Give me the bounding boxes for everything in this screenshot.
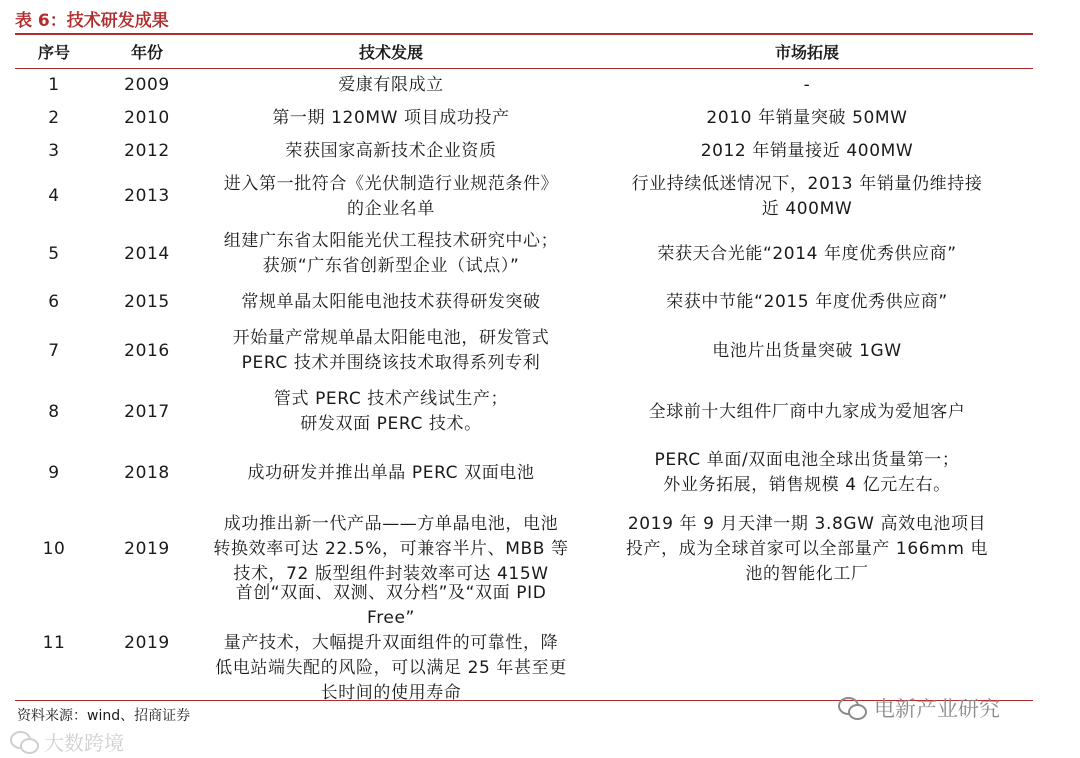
market-line: 外业务拓展，销售规模 4 亿元左右。 <box>663 475 951 495</box>
cell-no: 10 <box>42 538 66 559</box>
cell-market <box>581 172 1033 222</box>
watermark-left <box>10 727 124 756</box>
table-row <box>15 69 1033 102</box>
tech-line: 长时间的使用寿命 <box>320 682 462 703</box>
table-row <box>15 443 1033 503</box>
cell-market <box>581 339 1033 364</box>
cell-tech <box>201 387 581 437</box>
watermark-right-text: 电新产业研究 <box>874 697 1000 721</box>
watermark-left-text: 大数跨境 <box>44 731 124 755</box>
watermark-right <box>838 693 1000 723</box>
market-line: 荣获中节能“2015 年度优秀供应商” <box>666 291 948 312</box>
header-market: 市场拓展 <box>774 43 839 62</box>
cell-market <box>581 242 1033 267</box>
cell-no: 2 <box>48 108 60 128</box>
cell-tech <box>201 461 581 486</box>
cell-no: 7 <box>48 340 60 361</box>
tech-line: 量产技术，大幅提升双面组件的可靠性，降 <box>223 632 559 653</box>
table-row <box>15 582 1033 703</box>
cell-no: 9 <box>48 462 60 483</box>
cell-no: 5 <box>48 243 60 264</box>
cell-no: 3 <box>48 141 60 161</box>
cell-year: 2009 <box>124 75 170 95</box>
cell-year: 2013 <box>124 186 170 206</box>
cell-market <box>581 73 1033 98</box>
market-line: 2019 年 9 月天津一期 3.8GW 高效电池项目 <box>627 513 987 534</box>
cell-no: 11 <box>42 632 66 653</box>
tech-line: 开始量产常规单晶太阳能电池，研发管式 <box>232 328 550 348</box>
tech-line: PERC 技术并围绕该技术取得系列专利 <box>241 353 541 373</box>
cell-year: 2015 <box>124 291 170 312</box>
cell-market <box>581 139 1033 164</box>
tech-line: 成功推出新一代产品——方单晶电池，电池 <box>223 513 559 534</box>
market-line: 近 400MW <box>761 198 853 219</box>
source-note: 资料来源：wind、招商证券 <box>17 708 191 724</box>
tech-line: 组建广东省太阳能光伏工程技术研究中心； <box>223 231 559 251</box>
tech-line: 常规单晶太阳能电池技术获得研发突破 <box>241 291 541 312</box>
cell-year: 2019 <box>124 632 170 653</box>
tech-line: 转换效率可达 22.5%，可兼容半片、MBB 等 <box>213 538 569 559</box>
market-line: 电池片出货量突破 1GW <box>712 340 902 361</box>
tech-line: 获颁“广东省创新型企业（试点）” <box>262 256 520 276</box>
market-line: 2012 年销量接近 400MW <box>700 141 914 161</box>
cell-year: 2016 <box>124 340 170 361</box>
cell-year: 2019 <box>124 538 170 559</box>
cell-tech <box>201 106 581 131</box>
cell-year: 2010 <box>124 108 170 128</box>
market-line: 全球前十大组件厂商中九家成为爱旭客户 <box>648 401 966 422</box>
tech-line: 研发双面 PERC 技术。 <box>300 414 482 434</box>
cell-tech <box>201 172 581 222</box>
market-line: 2010 年销量突破 50MW <box>706 108 908 128</box>
cell-market <box>581 106 1033 131</box>
cell-tech <box>201 73 581 98</box>
cell-tech <box>201 139 581 164</box>
cell-year: 2018 <box>124 462 170 483</box>
market-line: 投产，成为全球首家可以全部量产 166mm 电 <box>625 538 989 559</box>
cell-market <box>581 512 1033 587</box>
tech-line: 爱康有限成立 <box>338 75 444 95</box>
market-line: PERC 单面/双面电池全球出货量第一； <box>654 450 960 470</box>
tech-line: 管式 PERC 技术产线试生产； <box>273 389 509 409</box>
cell-tech <box>201 512 581 587</box>
tech-line: 第一期 120MW 项目成功投产 <box>272 108 510 128</box>
table-row <box>15 135 1033 168</box>
table-header <box>15 35 1033 69</box>
tech-line: 的企业名单 <box>347 198 435 219</box>
table-row <box>15 381 1033 443</box>
cell-year: 2017 <box>124 401 170 422</box>
cell-no: 8 <box>48 401 60 422</box>
market-line: 池的智能化工厂 <box>745 563 869 584</box>
market-line: 行业持续低迷情况下，2013 年销量仍维持接 <box>631 173 983 194</box>
cell-tech <box>201 581 581 706</box>
header-tech: 技术发展 <box>358 43 423 62</box>
cell-year: 2014 <box>124 243 170 264</box>
table-row <box>15 102 1033 135</box>
tech-line: 技术，72 版型组件封装效率可达 415W <box>233 563 549 584</box>
cell-market <box>581 290 1033 315</box>
cell-tech <box>201 326 581 376</box>
table-row <box>15 321 1033 381</box>
cell-market <box>581 400 1033 425</box>
table-body <box>15 69 1033 703</box>
tech-line: 成功研发并推出单晶 PERC 双面电池 <box>247 462 535 483</box>
cell-market <box>581 448 1033 498</box>
cell-tech <box>201 290 581 315</box>
tech-line: 进入第一批符合《光伏制造行业规范条件》 <box>223 173 559 194</box>
cell-tech <box>201 229 581 279</box>
cell-no: 1 <box>48 75 60 95</box>
cell-year: 2012 <box>124 141 170 161</box>
market-line: 荣获天合光能“2014 年度优秀供应商” <box>657 243 957 264</box>
cell-no: 4 <box>48 186 60 206</box>
table-row <box>15 283 1033 321</box>
tech-table <box>15 33 1033 703</box>
cell-no: 6 <box>48 291 60 312</box>
table-row <box>15 168 1033 225</box>
header-year: 年份 <box>130 43 163 62</box>
tech-line: 荣获国家高新技术企业资质 <box>285 141 497 161</box>
tech-line: 低电站端失配的风险，可以满足 25 年甚至更 <box>215 657 567 678</box>
market-line: - <box>803 75 811 95</box>
table-title: 表 6：技术研发成果 <box>15 11 169 31</box>
tech-line: 首创“双面、双测、双分档”及“双面 PID Free” <box>235 582 547 628</box>
header-no: 序号 <box>37 43 70 62</box>
wechat-icon <box>838 697 868 719</box>
wechat-icon <box>10 731 40 753</box>
table-row <box>15 225 1033 283</box>
